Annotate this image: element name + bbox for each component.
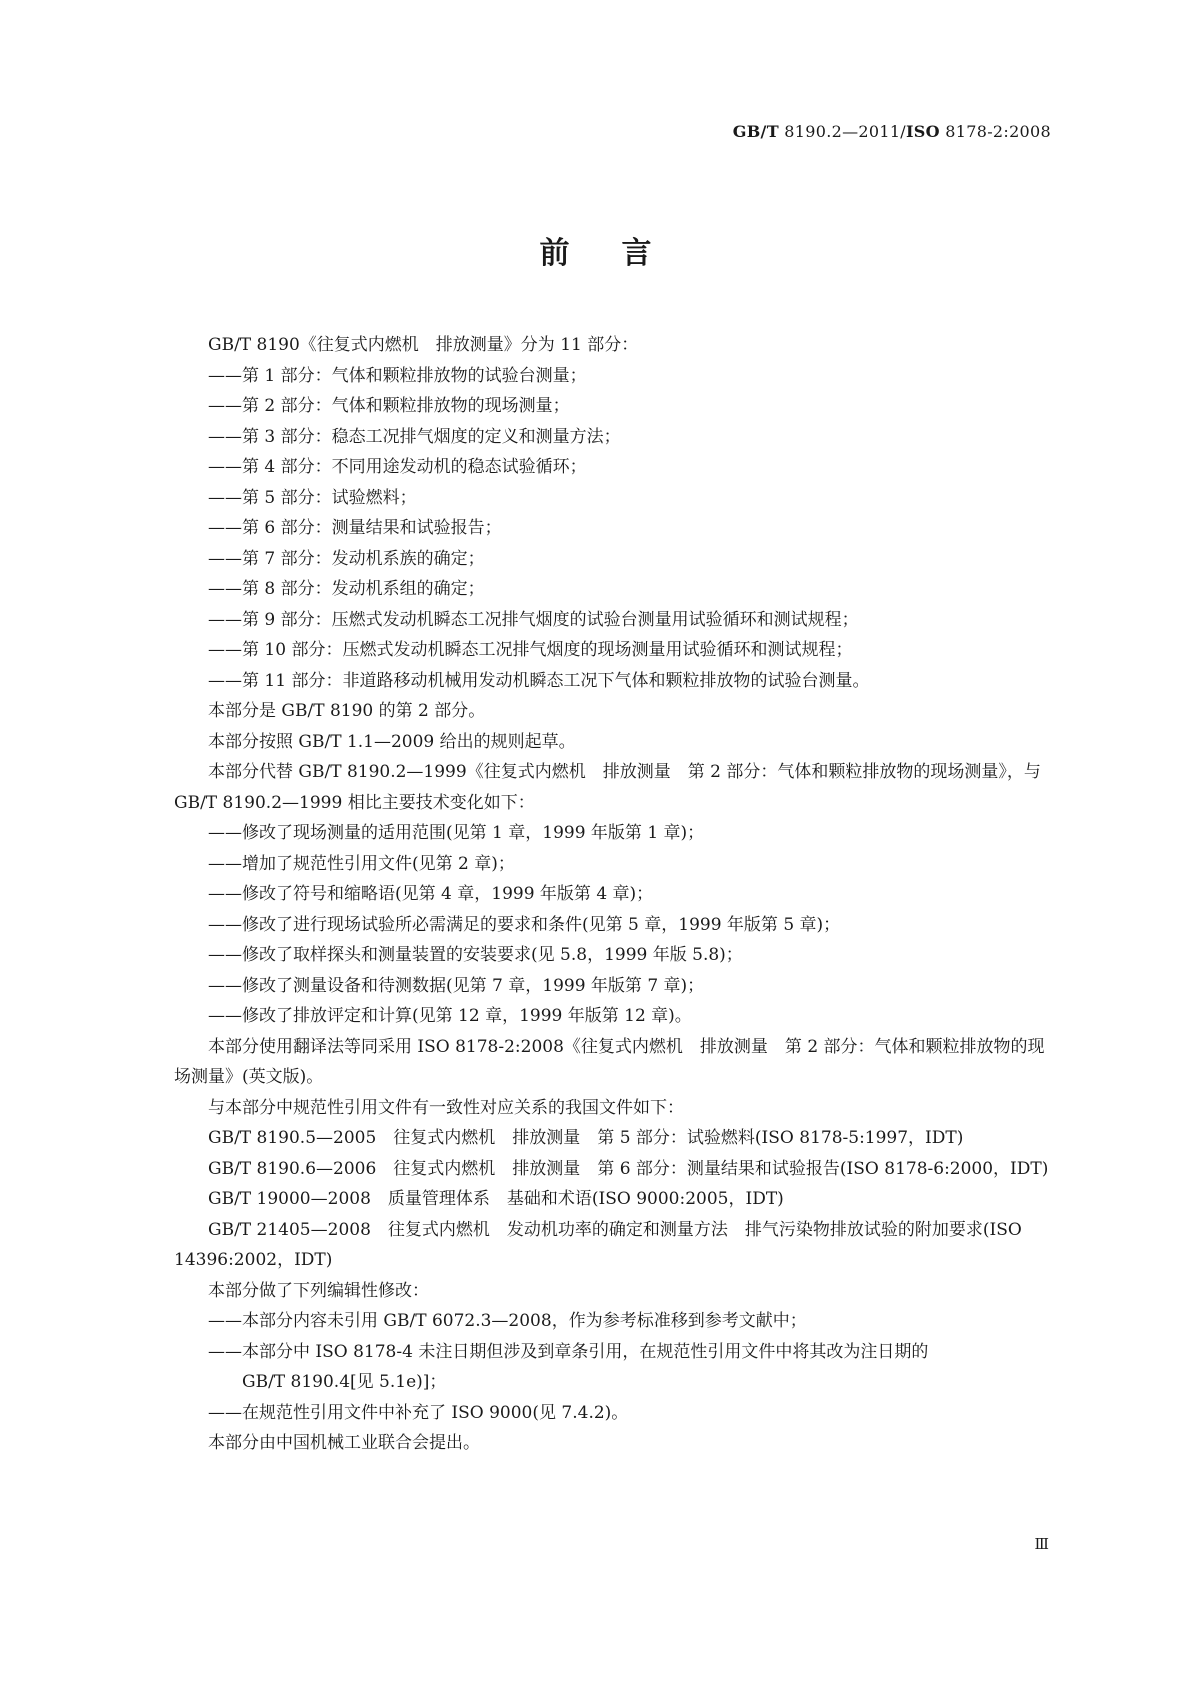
paragraph: ——第 3 部分：稳态工况排气烟度的定义和测量方法； bbox=[208, 426, 621, 447]
paragraph: ——修改了进行现场试验所必需满足的要求和条件(见第 5 章，1999 年版第 5 章)； bbox=[208, 914, 841, 935]
paragraph: ——增加了规范性引用文件(见第 2 章)； bbox=[208, 853, 515, 874]
paragraph: 本部分按照 GB/T 1.1—2009 给出的规则起草。 bbox=[208, 731, 576, 752]
standard-code bbox=[733, 122, 1051, 141]
paragraph: ——修改了排放评定和计算(见第 12 章，1999 年版第 12 章)。 bbox=[208, 1006, 692, 1026]
paragraph: GB/T 21405—2008 往复式内燃机 发动机功率的确定和测量方法 排气污染物排放试验的附加要求(ISO 14396:2002，IDT) bbox=[174, 1219, 1028, 1270]
page-number: Ⅲ bbox=[1034, 1535, 1049, 1553]
paragraph: ——第 4 部分：不同用途发动机的稳态试验循环； bbox=[208, 457, 587, 477]
paragraph: GB/T 8190《往复式内燃机 排放测量》分为 11 部分： bbox=[208, 335, 639, 355]
paragraph: GB/T 8190.6—2006 往复式内燃机 排放测量 第 6 部分：测量结果和试验报告(ISO 8178-6:2000，IDT) bbox=[208, 1158, 1049, 1179]
paragraph: 本部分代替 GB/T 8190.2—1999《往复式内燃机 排放测量 第 2 部分：气体和颗粒排放物的现场测量》，与 GB/T 8190.2—1999 相比主要技术变化如下： bbox=[174, 762, 1047, 813]
paragraph: ——第 2 部分：气体和颗粒排放物的现场测量； bbox=[208, 396, 570, 416]
paragraph: ——第 6 部分：测量结果和试验报告； bbox=[208, 518, 502, 538]
paragraph: ——第 5 部分：试验燃料； bbox=[208, 487, 417, 508]
paragraph: ——修改了取样探头和测量装置的安装要求(见 5.8，1999 年版 5.8)； bbox=[208, 945, 743, 965]
paragraph: GB/T 19000—2008 质量管理体系 基础和术语(ISO 9000:2005，IDT) bbox=[208, 1189, 784, 1209]
paragraph: ——在规范性引用文件中补充了 ISO 9000(见 7.4.2)。 bbox=[208, 1402, 629, 1423]
paragraph: ——第 8 部分：发动机系组的确定； bbox=[208, 579, 485, 599]
paragraph: ——本部分中 ISO 8178-4 未注日期但涉及到章条引用，在规范性引用文件中将其改为注日期的 bbox=[208, 1341, 929, 1362]
paragraph-continuation: GB/T 8190.4[见 5.1e)]； bbox=[242, 1372, 447, 1392]
iso-prefix: ISO bbox=[906, 122, 940, 141]
paragraph: 本部分由中国机械工业联合会提出。 bbox=[208, 1433, 480, 1453]
std-prefix: GB/T bbox=[732, 122, 779, 141]
paragraph: ——第 9 部分：压燃式发动机瞬态工况排气烟度的试验台测量用试验循环和测试规程； bbox=[208, 609, 859, 630]
paragraph: GB/T 8190.5—2005 往复式内燃机 排放测量 第 5 部分：试验燃料(ISO 8178-5:1997，IDT) bbox=[208, 1128, 964, 1148]
paragraph: ——第 10 部分：压燃式发动机瞬态工况排气烟度的现场测量用试验循环和测试规程； bbox=[208, 640, 853, 660]
paragraph: ——第 11 部分：非道路移动机械用发动机瞬态工况下气体和颗粒排放物的试验台测量。 bbox=[208, 670, 870, 691]
std-number: 8190.2—2011/ bbox=[784, 122, 906, 141]
paragraph: 本部分做了下列编辑性修改： bbox=[208, 1280, 429, 1301]
iso-number: 8178-2:2008 bbox=[945, 122, 1051, 141]
paragraph: 与本部分中规范性引用文件有一致性对应关系的我国文件如下： bbox=[208, 1097, 684, 1118]
paragraph: ——本部分内容未引用 GB/T 6072.3—2008，作为参考标准移到参考文献中； bbox=[208, 1311, 807, 1331]
paragraph: 本部分是 GB/T 8190 的第 2 部分。 bbox=[208, 701, 486, 721]
paragraph: ——修改了符号和缩略语(见第 4 章，1999 年版第 4 章)； bbox=[208, 884, 654, 904]
paragraph: 本部分使用翻译法等同采用 ISO 8178-2:2008《往复式内燃机 排放测量 第 2 部分：气体和颗粒排放物的现场测量》(英文版)。 bbox=[174, 1036, 1045, 1087]
paragraph: ——修改了现场测量的适用范围(见第 1 章，1999 年版第 1 章)； bbox=[208, 823, 705, 843]
paragraph: ——第 1 部分：气体和颗粒排放物的试验台测量； bbox=[208, 365, 587, 386]
paragraph: ——修改了测量设备和待测数据(见第 7 章，1999 年版第 7 章)； bbox=[208, 975, 705, 996]
page-title: 前言 bbox=[539, 236, 704, 271]
paragraph: ——第 7 部分：发动机系族的确定； bbox=[208, 548, 485, 569]
preface-body bbox=[174, 330, 1054, 1459]
